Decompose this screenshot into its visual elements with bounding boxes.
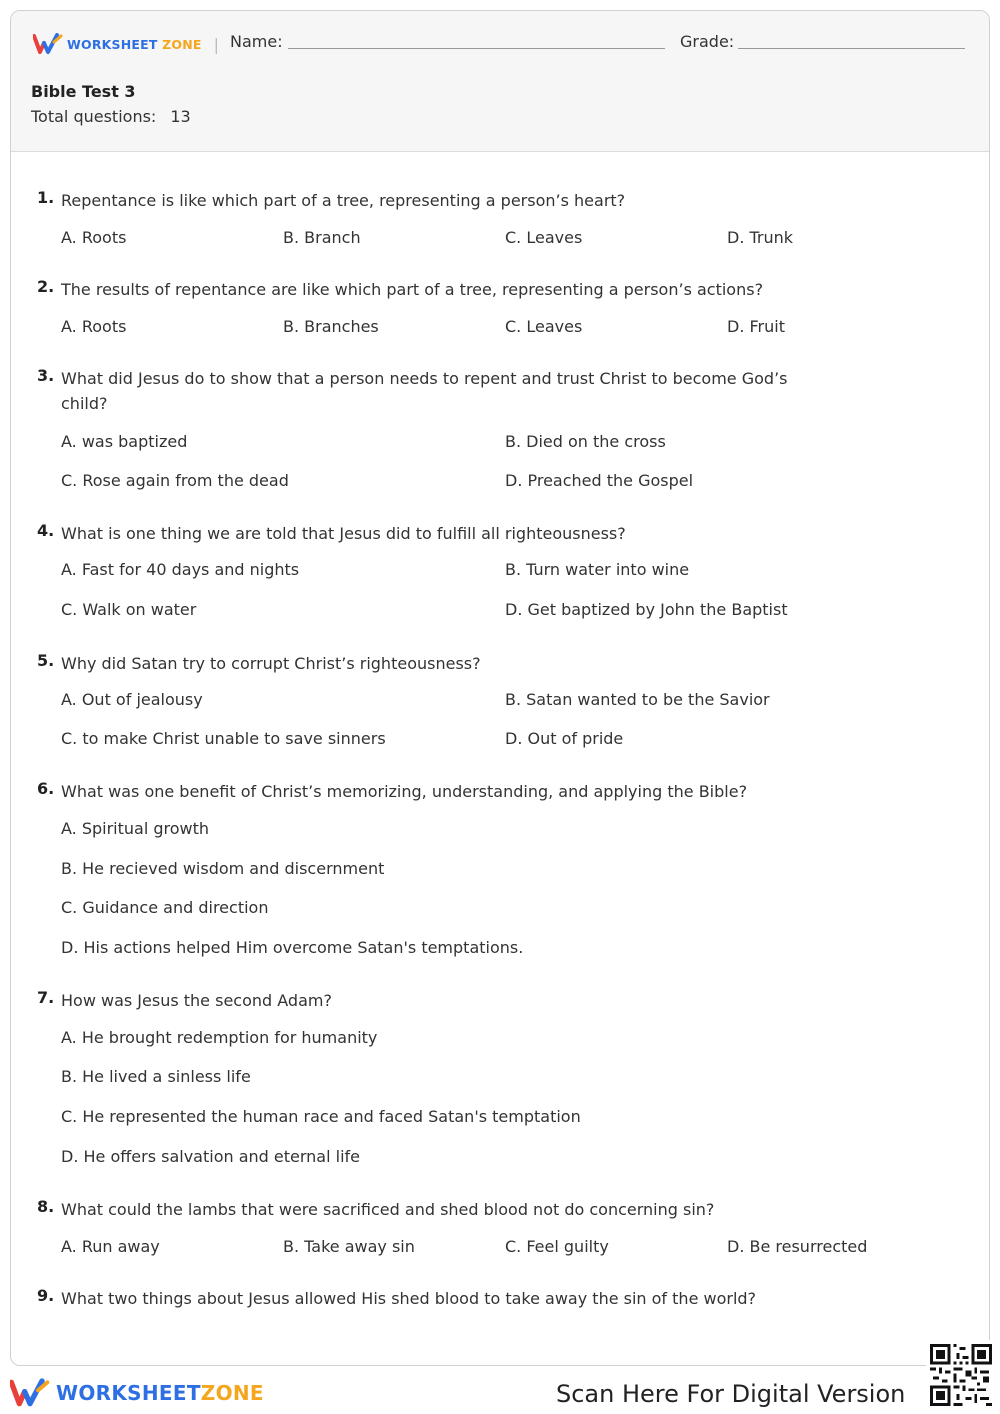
- answer-option[interactable]: B. He lived a sinless life: [61, 1067, 251, 1086]
- answer-option[interactable]: D. Trunk: [727, 228, 794, 247]
- answer-option[interactable]: B. Died on the cross: [505, 432, 666, 451]
- answer-option[interactable]: D. He offers salvation and eternal life: [61, 1147, 360, 1166]
- worksheetzone-logo-icon: [10, 1377, 50, 1409]
- answer-option[interactable]: C. Feel guilty: [505, 1237, 609, 1256]
- header-logo: [33, 33, 219, 55]
- answer-option[interactable]: C. Guidance and direction: [61, 898, 269, 917]
- worksheet-card: [10, 10, 990, 1366]
- question-text: What was one benefit of Christ’s memorizing, understanding, and applying the Bible?: [61, 782, 748, 801]
- question-text: What is one thing we are told that Jesus did to fulfill all righteousness?: [61, 524, 626, 543]
- question-text: Repentance is like which part of a tree, representing a person’s heart?: [61, 191, 626, 210]
- question-number: 3.: [37, 366, 55, 385]
- answer-option[interactable]: A. Out of jealousy: [61, 690, 203, 709]
- answer-option[interactable]: B. Satan wanted to be the Savior: [505, 690, 770, 709]
- worksheetzone-logo-icon: [33, 33, 63, 55]
- question-number: 8.: [37, 1197, 55, 1216]
- name-field[interactable]: [288, 48, 665, 49]
- answer-option[interactable]: C. Leaves: [505, 317, 583, 336]
- answer-option[interactable]: A. Fast for 40 days and nights: [61, 560, 300, 579]
- total-questions-value: 13: [170, 107, 191, 126]
- answer-option[interactable]: C. He represented the human race and faced Satan's temptation: [61, 1107, 581, 1126]
- answer-option[interactable]: B. Branch: [283, 228, 361, 247]
- answer-option[interactable]: A. was baptized: [61, 432, 188, 451]
- answer-option[interactable]: A. Spiritual growth: [61, 819, 210, 838]
- question-number: 5.: [37, 651, 55, 670]
- answer-option[interactable]: B. Branches: [283, 317, 379, 336]
- answer-option[interactable]: B. Turn water into wine: [505, 560, 690, 579]
- answer-option[interactable]: D. Preached the Gospel: [505, 471, 694, 490]
- answer-option[interactable]: C. Walk on water: [61, 600, 197, 619]
- answer-option[interactable]: A. Roots: [61, 317, 127, 336]
- answer-option[interactable]: C. Rose again from the dead: [61, 471, 289, 490]
- answer-option[interactable]: D. Be resurrected: [727, 1237, 868, 1256]
- question-number: 2.: [37, 277, 55, 296]
- question-text: What two things about Jesus allowed His shed blood to take away the sin of the world?: [61, 1289, 757, 1308]
- question-text: What could the lambs that were sacrificed and shed blood not do concerning sin?: [61, 1200, 715, 1219]
- header-brand-text: WORKSHEET ZONE: [67, 36, 202, 52]
- footer-logo[interactable]: [10, 1377, 264, 1409]
- answer-option[interactable]: D. His actions helped Him overcome Satan's temptations.: [61, 938, 524, 957]
- question-number: 7.: [37, 988, 55, 1007]
- question-number: 6.: [37, 779, 55, 798]
- grade-field[interactable]: [738, 48, 965, 49]
- answer-option[interactable]: C. to make Christ unable to save sinners: [61, 729, 386, 748]
- answer-option[interactable]: A. Roots: [61, 228, 127, 247]
- footer-brand-text: WORKSHEETZONE: [56, 1381, 264, 1405]
- name-label: Name:: [230, 32, 283, 51]
- question-text: The results of repentance are like which part of a tree, representing a person’s actions?: [61, 280, 764, 299]
- total-questions-label: Total questions:: [31, 107, 157, 126]
- worksheet-header: [11, 11, 989, 152]
- answer-option[interactable]: D. Get baptized by John the Baptist: [505, 600, 788, 619]
- question-text: Why did Satan try to corrupt Christ’s righteousness?: [61, 654, 481, 673]
- header-separator: |: [213, 34, 220, 54]
- page-title: Bible Test 3: [31, 82, 136, 101]
- grade-label: Grade:: [680, 32, 735, 51]
- question-text: What did Jesus do to show that a person needs to repent and trust Christ to become God’s child?: [61, 369, 788, 413]
- question-number: 1.: [37, 188, 55, 207]
- answer-option[interactable]: B. Take away sin: [283, 1237, 415, 1256]
- answer-option[interactable]: C. Leaves: [505, 228, 583, 247]
- answer-option[interactable]: B. He recieved wisdom and discernment: [61, 859, 385, 878]
- answer-option[interactable]: D. Fruit: [727, 317, 785, 336]
- answer-option[interactable]: D. Out of pride: [505, 729, 624, 748]
- answer-option[interactable]: A. He brought redemption for humanity: [61, 1028, 378, 1047]
- answer-option[interactable]: A. Run away: [61, 1237, 160, 1256]
- question-text: How was Jesus the second Adam?: [61, 991, 332, 1010]
- question-number: 9.: [37, 1286, 55, 1305]
- total-questions: [31, 107, 191, 126]
- scan-instruction: Scan Here For Digital Version: [556, 1380, 906, 1408]
- question-number: 4.: [37, 521, 55, 540]
- qr-code-graphic: [930, 1344, 992, 1406]
- qr-code-icon[interactable]: [926, 1340, 996, 1410]
